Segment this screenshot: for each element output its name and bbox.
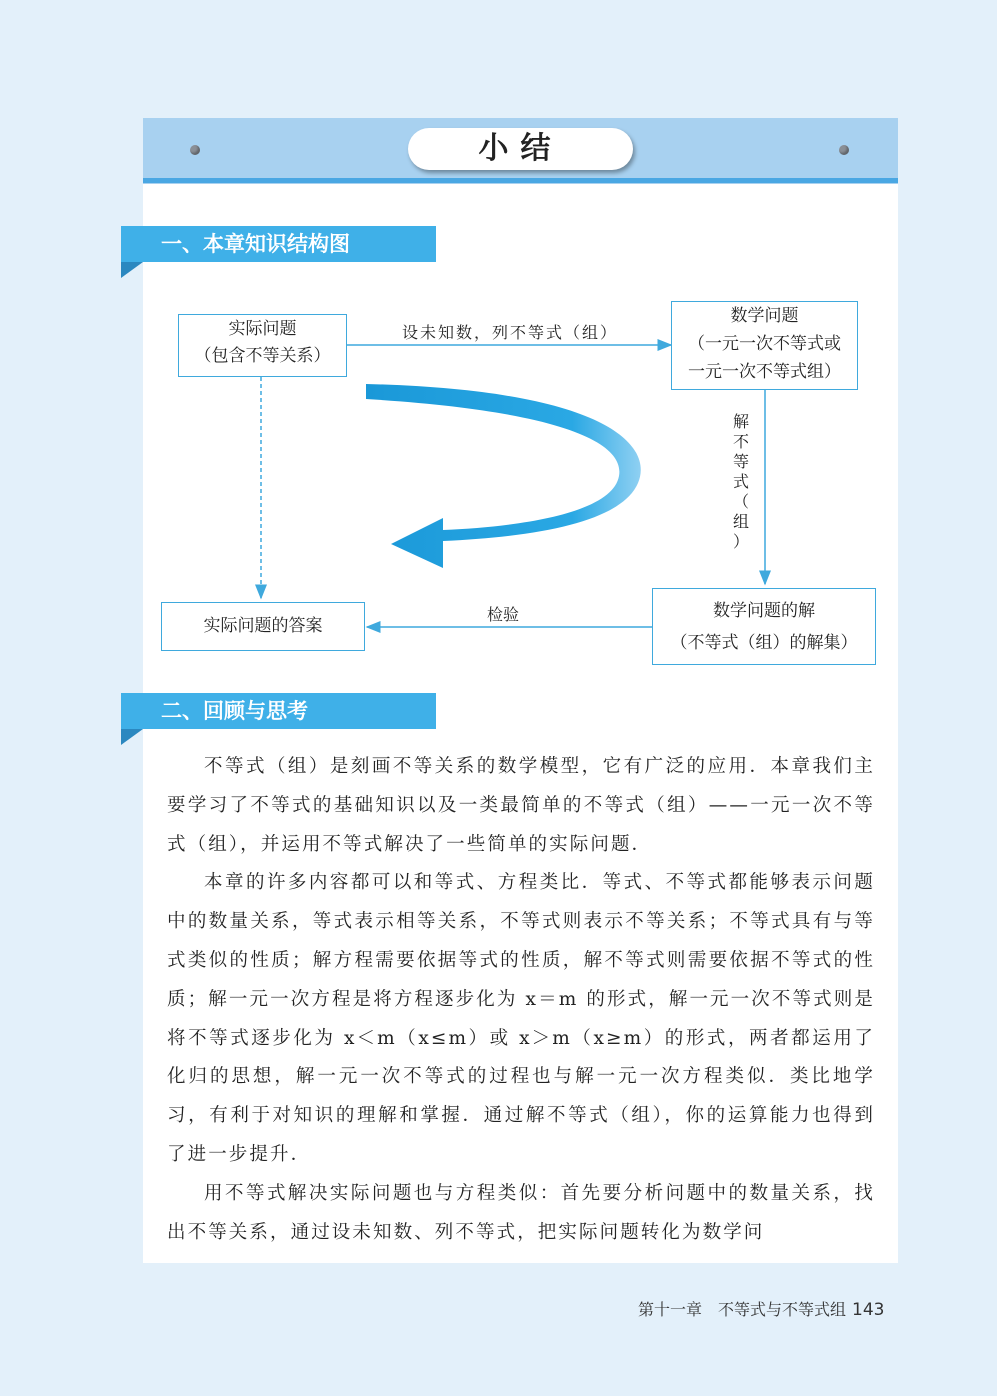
- box-text: （一元一次不等式或: [688, 334, 841, 354]
- box-text: 一元一次不等式组）: [688, 362, 841, 382]
- arrow-label-model: 设未知数，列不等式（组）: [402, 323, 619, 342]
- arrow-label-check: 检验: [487, 605, 520, 624]
- paragraph: 用不等式解决实际问题也与方程类似：首先要分析问题中的数量关系，找出不等关系，通过设未知数、列不等式，把实际问题转化为数学问: [167, 1182, 875, 1243]
- box-text: 数学问题: [730, 306, 799, 326]
- vchar: 等: [732, 452, 749, 471]
- page-number: 143: [852, 1300, 885, 1320]
- box-math-problem: [671, 301, 858, 390]
- page-footer: [638, 1297, 884, 1320]
- section-fold-decoration: [121, 262, 143, 278]
- body-text: [167, 748, 875, 1252]
- box-text: （不等式（组）的解集）: [670, 633, 858, 653]
- vchar: 组: [732, 512, 749, 531]
- section-heading-review: 二、回顾与思考: [121, 693, 436, 729]
- box-text: 数学问题的解: [713, 601, 815, 621]
- section-heading-structure: 一、本章知识结构图: [121, 226, 436, 262]
- vchar: ）: [732, 532, 749, 551]
- page-paper: [143, 118, 898, 1263]
- paragraph: 不等式（组）是刻画不等关系的数学模型，它有广泛的应用．本章我们主要学习了不等式的基础知识以及一类最简单的不等式（组）——一元一次不等式（组），并运用不等式解决了一些简单的实际问题．: [167, 756, 875, 855]
- vchar: 解: [732, 412, 749, 431]
- box-real-answer: 实际问题的答案: [161, 602, 365, 651]
- curved-return-arrow: [366, 384, 641, 568]
- vchar: （: [732, 492, 749, 511]
- box-real-problem: [178, 314, 347, 377]
- vchar: 式: [732, 472, 749, 491]
- chapter-title: 第十一章 不等式与不等式组: [638, 1300, 847, 1319]
- box-text: （包含不等关系）: [194, 346, 331, 366]
- vchar: 不: [732, 432, 749, 451]
- paragraph: 本章的许多内容都可以和等式、方程类比．等式、不等式都能够表示问题中的数量关系，等式表示相等关系，不等式则表示不等关系；不等式具有与等式类似的性质；解方程需要依据等式的性质，解不等式则需要依据不等式的性质；解一元一次方程是将方程逐步化为 x＝m 的形式，解一元一次不等式则是将不等式逐步化为 x＜m（x≤m）或 x＞m（x≥m）的形式，两者都运用了化归的思想，解一元一次不等式的过程也与解一元一次方程类似．类比地学习，有利于对知识的理解和掌握．通过解不等式（组），你的运算能力也得到了进一步提升．: [167, 872, 875, 1165]
- section-fold-decoration: [121, 729, 143, 745]
- box-text: 实际问题: [228, 319, 297, 339]
- arrow-label-solve: [731, 412, 751, 552]
- box-math-solution: [652, 588, 876, 665]
- page-title: 小结: [408, 128, 633, 170]
